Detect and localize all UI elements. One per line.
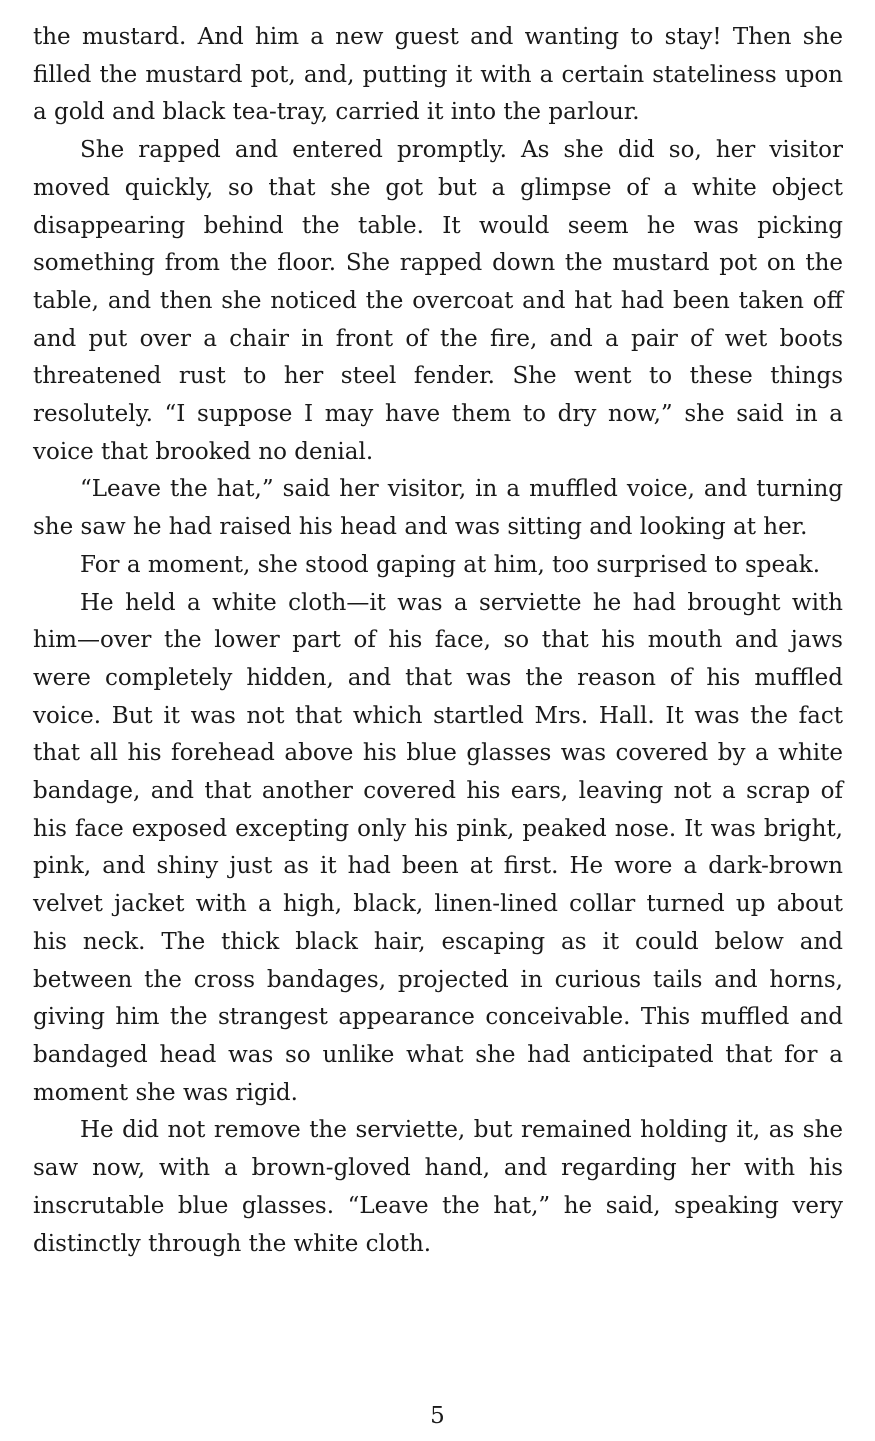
- paragraph: He held a white cloth—it was a serviette he had brought with him—over the lower part of his face, so that his mouth and jaws were completely hidden, and that was the reason of his muffled voice. But it was not that which startled Mrs. Hall. It was the fact that all his forehead above his blue glasses was covered by a white bandage, and that another covered his ears, leaving not a scrap of his face exposed excepting only his pink, peaked nose. It was bright, pink, and shiny just as it had been at first. He wore a dark-brown velvet jacket with a high, black, linen-lined collar turned up about his neck. The thick black hair, escaping as it could below and between the cross bandages, projected in curious tails and horns, giving him the strangest appearance conceivable. This muffled and bandaged head was so unlike what she had anticipated that for a moment she was rigid.: [33, 589, 843, 1106]
- paragraph: She rapped and entered promptly. As she did so, her visitor moved quickly, so that she got but a glimpse of a white object disappearing behind the table. It would seem he was picking something from the floor. She rapped down the mustard pot on the table, and then she noticed the overcoat and hat had been taken off and put over a chair in front of the fire, and a pair of wet boots threatened rust to her steel fender. She went to these things resolutely. “I suppose I may have them to dry now,” she said in a voice that brooked no denial.: [33, 137, 843, 465]
- page-number: 5: [430, 1403, 445, 1429]
- paragraph: the mustard. And him a new guest and wanting to stay! Then she filled the mustard pot, and, putting it with a certain stateliness upon a gold and black tea-tray, carried it into the parlour.: [33, 24, 843, 126]
- paragraph: “Leave the hat,” said her visitor, in a muffled voice, and turning she saw he had raised his head and was sitting and looking at her.: [33, 476, 843, 541]
- paragraph: For a moment, she stood gaping at him, too surprised to speak.: [80, 551, 821, 578]
- page-body: [33, 19, 843, 1263]
- paragraph: He did not remove the serviette, but remained holding it, as she saw now, with a brown-gloved hand, and regarding her with his inscrutable blue glasses. “Leave the hat,” he said, speaking very distinctly through the white cloth.: [33, 1117, 843, 1257]
